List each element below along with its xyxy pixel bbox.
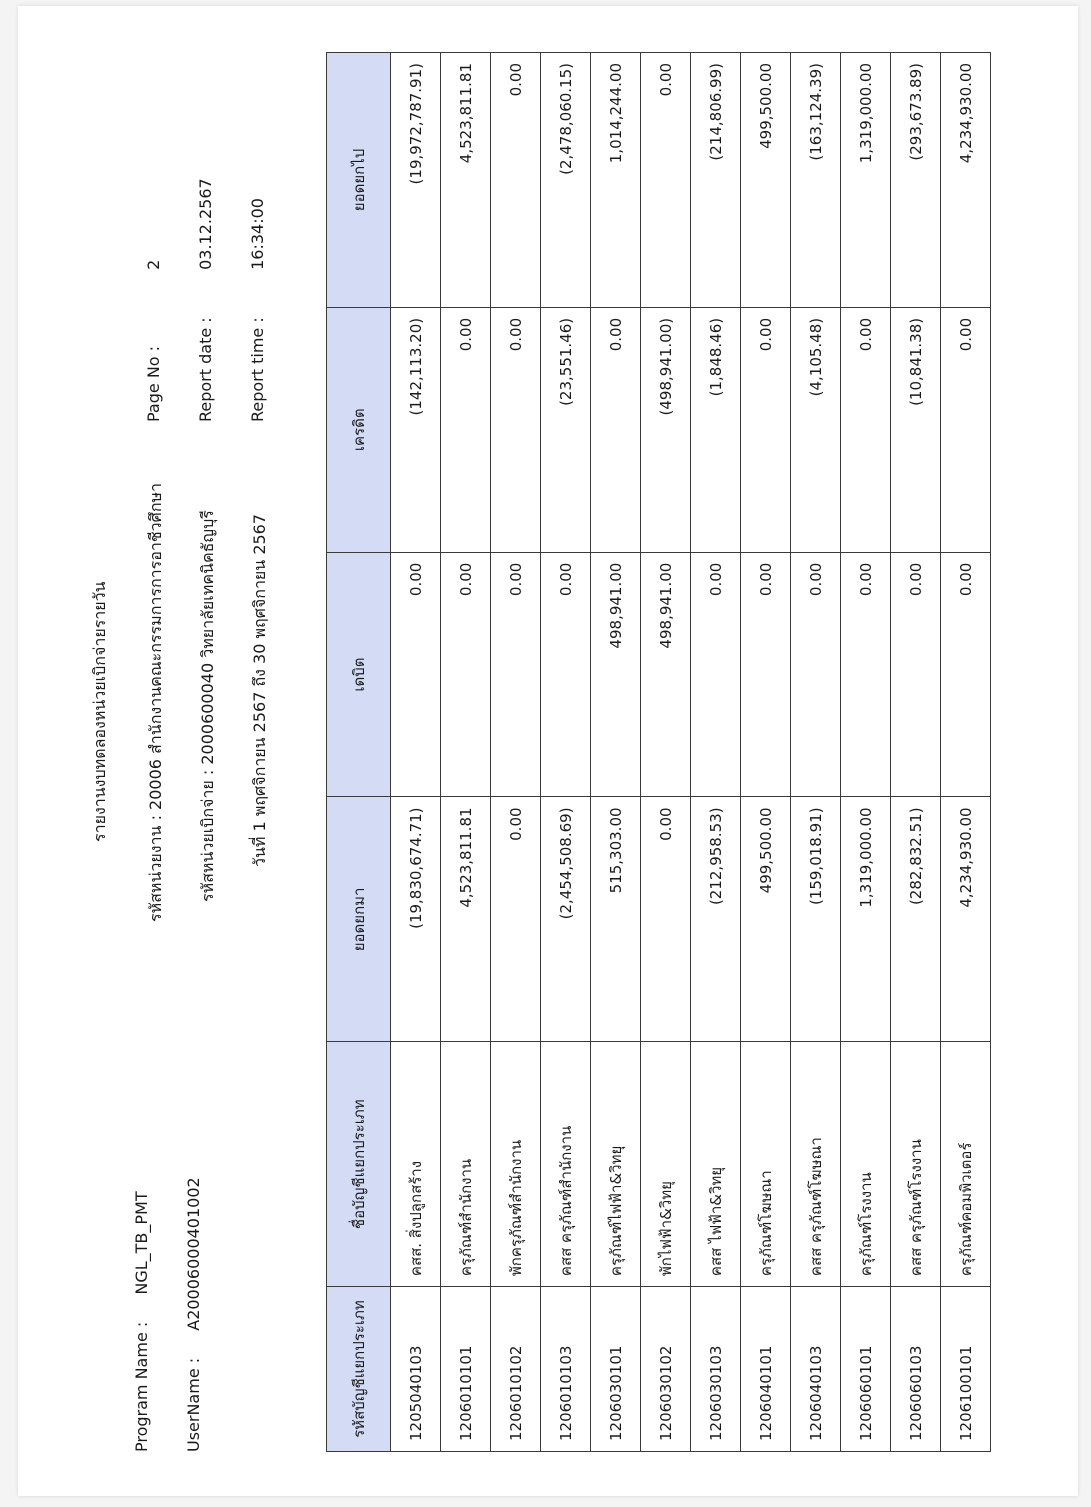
opening-balance: 499,500.00: [741, 797, 791, 1042]
report-date-value: 03.12.2567: [196, 178, 215, 270]
opening-balance: 0.00: [491, 797, 541, 1042]
credit: (498,941.00): [641, 307, 691, 552]
credit: 0.00: [841, 307, 891, 552]
account-name: คสส ครุภัณฑ์สำนักงาน: [541, 1042, 591, 1287]
account-code: 1205040103: [391, 1287, 441, 1452]
col-header-account-name: ชื่อบัญชีแยกประเภท: [327, 1042, 391, 1287]
debit: 0.00: [741, 552, 791, 797]
table-row: [391, 53, 441, 1452]
credit: 0.00: [591, 307, 641, 552]
credit: (4,105.48): [791, 307, 841, 552]
debit: 0.00: [891, 552, 941, 797]
debit: 0.00: [791, 552, 841, 797]
debit: 0.00: [441, 552, 491, 797]
account-name: พักครุภัณฑ์สำนักงาน: [491, 1042, 541, 1287]
account-code: 1206060103: [891, 1287, 941, 1452]
report-page: [18, 7, 1091, 1507]
report-period-line: วันที่ 1 พฤศจิกายน 2567 ถึง 30 พฤศจิกายน 2567: [250, 513, 269, 867]
username-label: UserName :: [184, 1357, 203, 1452]
account-code: 1206030102: [641, 1287, 691, 1452]
account-name: ครุภัณฑ์สำนักงาน: [441, 1042, 491, 1287]
credit: 0.00: [441, 307, 491, 552]
debit: 0.00: [541, 552, 591, 797]
credit: (23,551.46): [541, 307, 591, 552]
table-row: [791, 53, 841, 1452]
closing-balance: 4,523,811.81: [441, 53, 491, 308]
col-header-opening-balance: ยอดยกมา: [327, 797, 391, 1042]
department-line: รหัสหน่วยงาน : 20006 สำนักงานคณะกรรมการการอาชีวศึกษา: [146, 482, 165, 922]
account-name: คสส ไฟฟ้า&วิทยุ: [691, 1042, 741, 1287]
opening-balance: 0.00: [641, 797, 691, 1042]
credit: (10,841.38): [891, 307, 941, 552]
report-date-label: Report date :: [196, 317, 215, 422]
col-header-debit: เดบิต: [327, 552, 391, 797]
account-code: 1206010101: [441, 1287, 491, 1452]
username-value: A2000600040100​2: [184, 1177, 203, 1331]
report-title: รายงานงบทดลองหน่วยเบิกจ่ายรายวัน: [90, 581, 109, 842]
debit: 0.00: [491, 552, 541, 797]
page-no-value: 2: [144, 259, 163, 270]
table-row: [541, 53, 591, 1452]
opening-balance: (282,832.51): [891, 797, 941, 1042]
account-name: คสส ครุภัณฑ์โฆษณา: [791, 1042, 841, 1287]
debit: 498,941.00: [641, 552, 691, 797]
opening-balance: (159,018.91): [791, 797, 841, 1042]
closing-balance: (214,806.99): [691, 53, 741, 308]
closing-balance: (163,124.39): [791, 53, 841, 308]
report-sheet: [18, 6, 1078, 1496]
opening-balance: (2,454,508.69): [541, 797, 591, 1042]
col-header-closing-balance: ยอดยกไป: [327, 53, 391, 308]
col-header-credit: เครดิต: [327, 307, 391, 552]
username-line: [184, 1177, 203, 1452]
account-name: ครุภัณฑ์ไฟฟ้า&วิทยุ: [591, 1042, 641, 1287]
debit: 0.00: [691, 552, 741, 797]
credit: (142,113.20): [391, 307, 441, 552]
debit: 0.00: [391, 552, 441, 797]
opening-balance: (19,830,674.71): [391, 797, 441, 1042]
program-name-line: [132, 1191, 151, 1452]
opening-balance: 1,319,000.00: [841, 797, 891, 1042]
page-no-line: [144, 260, 163, 422]
account-name: ครุภัณฑ์โฆษณา: [741, 1042, 791, 1287]
closing-balance: (2,478,060.15): [541, 53, 591, 308]
disbursement-unit-line: รหัสหน่วยเบิกจ่าย : 2000600040 วิทยาลัยเทคนิคธัญบุรี: [198, 510, 217, 902]
opening-balance: (212,958.53): [691, 797, 741, 1042]
closing-balance: 1,014,244.00: [591, 53, 641, 308]
account-code: 1206100101: [941, 1287, 991, 1452]
closing-balance: 4,234,930.00: [941, 53, 991, 308]
table-row: [591, 53, 641, 1452]
table-row: [691, 53, 741, 1452]
table-header-row: [327, 53, 391, 1452]
account-code: 1206040101: [741, 1287, 791, 1452]
credit: 0.00: [741, 307, 791, 552]
account-name: ครุภัณฑ์โรงงาน: [841, 1042, 891, 1287]
program-name-value: NGL_TB_PMT: [132, 1191, 151, 1295]
credit: (1,848.46): [691, 307, 741, 552]
page-no-label: Page No :: [144, 345, 163, 422]
credit: 0.00: [491, 307, 541, 552]
report-time-value: 16:34:00: [248, 198, 267, 270]
report-time-line: [248, 198, 267, 422]
debit: 0.00: [841, 552, 891, 797]
program-name-label: Program Name :: [132, 1321, 151, 1452]
report-date-line: [196, 178, 215, 422]
credit: 0.00: [941, 307, 991, 552]
account-code: 1206030103: [691, 1287, 741, 1452]
account-code: 1206030101: [591, 1287, 641, 1452]
account-name: พักไฟฟ้า&วิทยุ: [641, 1042, 691, 1287]
account-name: คสส ครุภัณฑ์โรงงาน: [891, 1042, 941, 1287]
trial-balance-table: [326, 52, 991, 1452]
opening-balance: 4,523,811.81: [441, 797, 491, 1042]
opening-balance: 515,303.00: [591, 797, 641, 1042]
closing-balance: 1,319,000.00: [841, 53, 891, 308]
account-name: ครุภัณฑ์คอมพิวเตอร์: [941, 1042, 991, 1287]
opening-balance: 4,234,930.00: [941, 797, 991, 1042]
table-row: [641, 53, 691, 1452]
report-time-label: Report time :: [248, 317, 267, 422]
account-code: 1206040103: [791, 1287, 841, 1452]
table-row: [941, 53, 991, 1452]
debit: 0.00: [941, 552, 991, 797]
table-row: [491, 53, 541, 1452]
account-code: 1206010103: [541, 1287, 591, 1452]
col-header-account-code: รหัสบัญชีแยกประเภท: [327, 1287, 391, 1452]
account-code: 1206060101: [841, 1287, 891, 1452]
account-code: 1206010102: [491, 1287, 541, 1452]
debit: 498,941.00: [591, 552, 641, 797]
table-row: [841, 53, 891, 1452]
closing-balance: 0.00: [491, 53, 541, 308]
account-name: คสส. สิ่งปลูกสร้าง: [391, 1042, 441, 1287]
table-row: [891, 53, 941, 1452]
closing-balance: (19,972,787.91): [391, 53, 441, 308]
closing-balance: 0.00: [641, 53, 691, 308]
closing-balance: 499,500.00: [741, 53, 791, 308]
table-row: [441, 53, 491, 1452]
table-row: [741, 53, 791, 1452]
closing-balance: (293,673.89): [891, 53, 941, 308]
